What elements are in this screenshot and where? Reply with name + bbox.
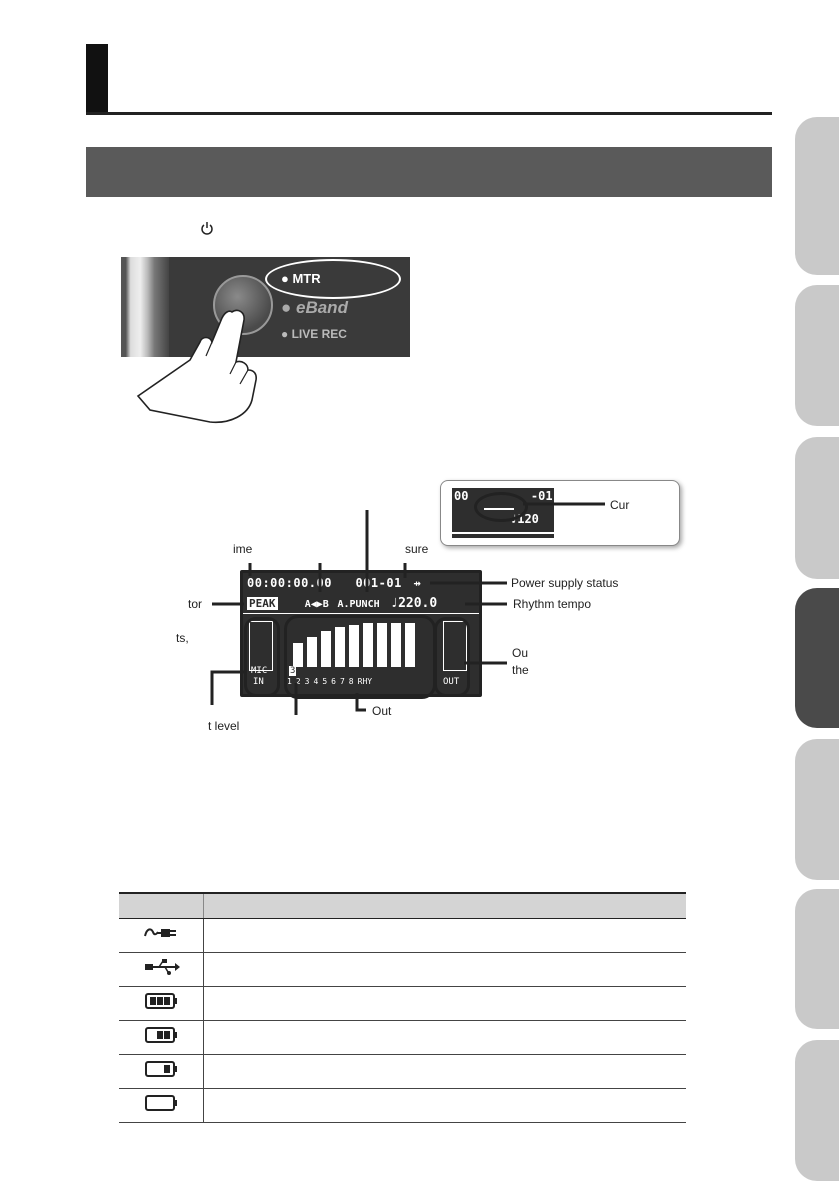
chapter-tab-1[interactable] <box>795 117 839 275</box>
table-row <box>119 953 686 987</box>
lcd-tempo: ♩220.0 <box>390 596 438 611</box>
table-row <box>119 919 686 953</box>
table-header-row <box>119 893 686 919</box>
table-header-icon-col <box>119 893 204 919</box>
label-time: ime <box>233 542 253 556</box>
zoom-row1: 00 -01 <box>454 489 553 503</box>
ac-adapter-icon <box>141 924 181 942</box>
lcd-track-labels: 1 2 3 4 5 6 7 8 RHY <box>287 677 373 686</box>
lcd-ab-repeat: A◀▶B <box>304 599 329 610</box>
table-row <box>119 1089 686 1123</box>
chapter-tab-5[interactable] <box>795 739 839 880</box>
label-measure: sure <box>405 542 429 556</box>
usb-icon <box>141 958 181 976</box>
label-out-right-2: the <box>512 663 529 677</box>
lcd-usb-icon: ⇸ <box>413 576 422 590</box>
mode-live-rec: ● LIVE REC <box>281 327 347 341</box>
lcd-track-number: 3 <box>290 666 296 676</box>
lcd-time: 00:00:00.00 <box>247 576 332 590</box>
table-row <box>119 987 686 1021</box>
lcd-auto-punch: A.PUNCH <box>337 599 380 610</box>
table-row <box>119 1021 686 1055</box>
power-status-table <box>119 892 686 1123</box>
label-rhythm-tempo: Rhythm tempo <box>513 597 592 611</box>
lcd-peak: PEAK <box>249 597 276 610</box>
mode-eband: ● eBand <box>281 298 348 317</box>
lcd-out-label: OUT <box>443 677 460 687</box>
battery-full-icon <box>141 992 181 1010</box>
chapter-tab-7[interactable] <box>795 1040 839 1181</box>
lcd-in-label: IN <box>253 677 264 687</box>
zoom-tempo: ♩120 <box>510 512 539 526</box>
label-power-supply-status: Power supply status <box>511 576 619 590</box>
label-tor: tor <box>188 597 203 611</box>
chapter-tab-2[interactable] <box>795 285 839 426</box>
lcd-measure: 001-01 <box>355 576 402 590</box>
label-out-bottom: Out <box>372 704 392 718</box>
table-header-desc-col <box>204 893 687 919</box>
chapter-tab-3[interactable] <box>795 437 839 579</box>
mode-mtr: ● MTR <box>281 271 321 286</box>
battery-empty-icon <box>141 1094 181 1112</box>
chapter-tab-4-active[interactable] <box>795 588 839 728</box>
label-ts: ts, <box>176 631 189 645</box>
table-row <box>119 1055 686 1089</box>
label-input-level: t level <box>208 719 240 733</box>
battery-two-thirds-icon <box>141 1026 181 1044</box>
label-current: Cur <box>610 498 630 512</box>
label-out-right: Ou <box>512 646 529 660</box>
lcd-mic-label: MIC <box>251 666 268 676</box>
battery-one-third-icon <box>141 1060 181 1078</box>
chapter-tab-6[interactable] <box>795 889 839 1029</box>
